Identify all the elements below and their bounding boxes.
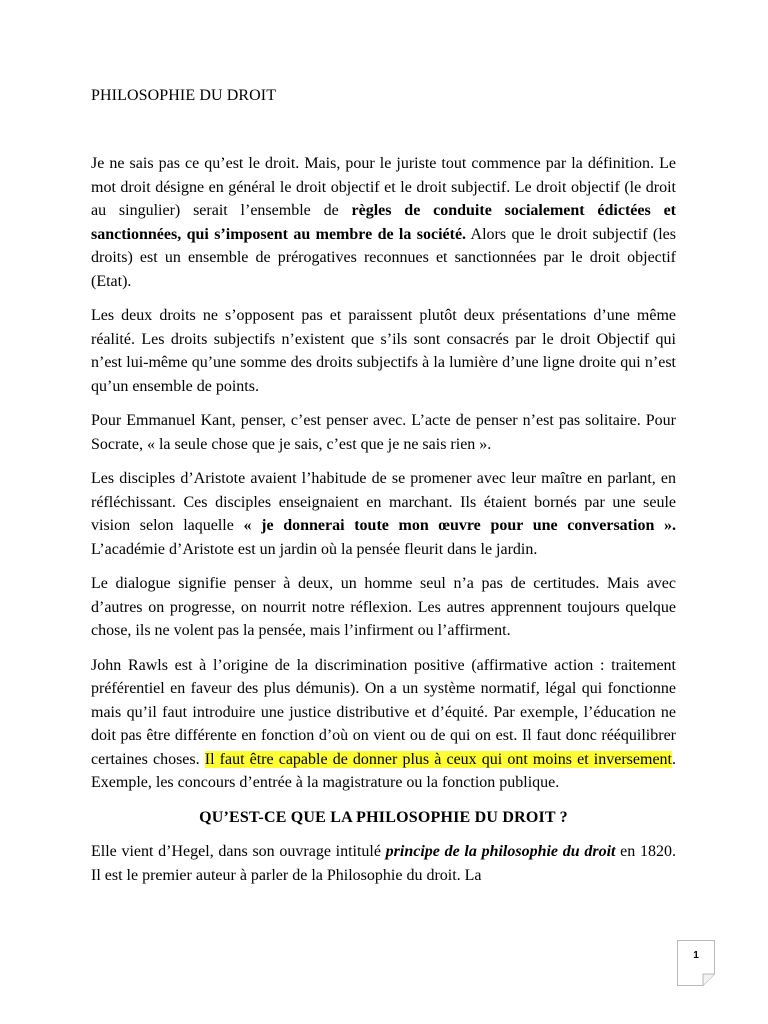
document-body [91, 152, 676, 898]
paragraph-dialogue: Le dialogue signifie penser à deux, un homme seul n’a pas de certitudes. Mais avec d’autres on progresse, on nourrit notre réflexion. Les autres apprennent toujours quelque chose, ils ne volent pas la pensée, mais l’infirment ou l’affirment. [91, 575, 676, 639]
paragraph-kant: Pour Emmanuel Kant, penser, c’est penser avec. L’acte de penser n’est pas solitaire. Pour Socrate, « la seule chose que je sais, c’est que je ne sais rien ». [91, 412, 676, 453]
bold-quote: « je donnerai toute mon œuvre pour une conversation ». [243, 517, 677, 534]
paragraph-text: Je ne sais pas ce qu’est le droit. Mais, pour le juriste tout commence par la définition. Le mot droit désigne en général le droit objectif et le droit subjectif. Le droit objectif (le droit au singulier) serait l’ensemble de [91, 155, 676, 219]
bold-text: règles de conduite socialement édictées et sanctionnées, qui s’imposent au membre de la société. [91, 202, 676, 243]
paragraph-hegel [91, 840, 676, 887]
paragraph-text: Elle vient d’Hegel, dans son ouvrage intitulé [91, 843, 386, 860]
section-heading: QU’EST-CE QUE LA PHILOSOPHIE DU DROIT ? [199, 808, 568, 826]
document-title: PHILOSOPHIE DU DROIT [91, 87, 277, 104]
paragraph-aristotle [91, 467, 676, 561]
paragraph-text: Alors que le droit subjectif (les droits) est un ensemble de prérogatives reconnues et sanctionnées par le droit objectif (Etat). [91, 225, 677, 290]
paragraph-text: John Rawls est à l’origine de la discrimination positive (affirmative action : traitement préférentiel en faveur des plus démunis). On a un système normatif, légal qui fonctionne mais qu’il faut introduire une justice distributive et d’équité. Par exemple, l’éducation ne doit pas être différente en fonction d’où on vient ou de qui on est. Il faut donc rééquilibrer certaines choses. [91, 656, 676, 768]
paragraph-rawls [91, 654, 676, 795]
page-number-badge [677, 940, 715, 986]
paragraph-text: Les disciples d’Aristote avaient l’habitude de se promener avec leur maître en parlant, en réfléchissant. Ces disciples enseignaient en marchant. Ils étaient bornés par une seule vision selon laquelle [91, 470, 676, 534]
folded-page-icon [677, 940, 715, 986]
paragraph-text: L’académie d’Aristote est un jardin où la pensée fleurit dans le jardin. [91, 540, 538, 558]
book-title: principe de la philosophie du droit [385, 843, 616, 860]
paragraph-text: en 1820. Il est le premier auteur à parler de la Philosophie du droit. La [91, 843, 676, 884]
page-number: 1 [693, 950, 699, 961]
paragraph-definition [91, 152, 676, 293]
paragraph-text: . Exemple, les concours d’entrée à la magistrature ou la fonction publique. [91, 750, 677, 791]
paragraph-two-rights: Les deux droits ne s’opposent pas et paraissent plutôt deux présentations d’une même réalité. Les droits subjectifs n’existent que s’ils sont consacrés par le droit Objectif qui n’est lui-même qu’une somme des droits subjectifs à la lumière d’une ligne droite qui n’est qu’un ensemble de points. [91, 307, 676, 395]
highlighted-text: Il faut être capable de donner plus à ceux qui ont moins et inversement [204, 750, 673, 768]
